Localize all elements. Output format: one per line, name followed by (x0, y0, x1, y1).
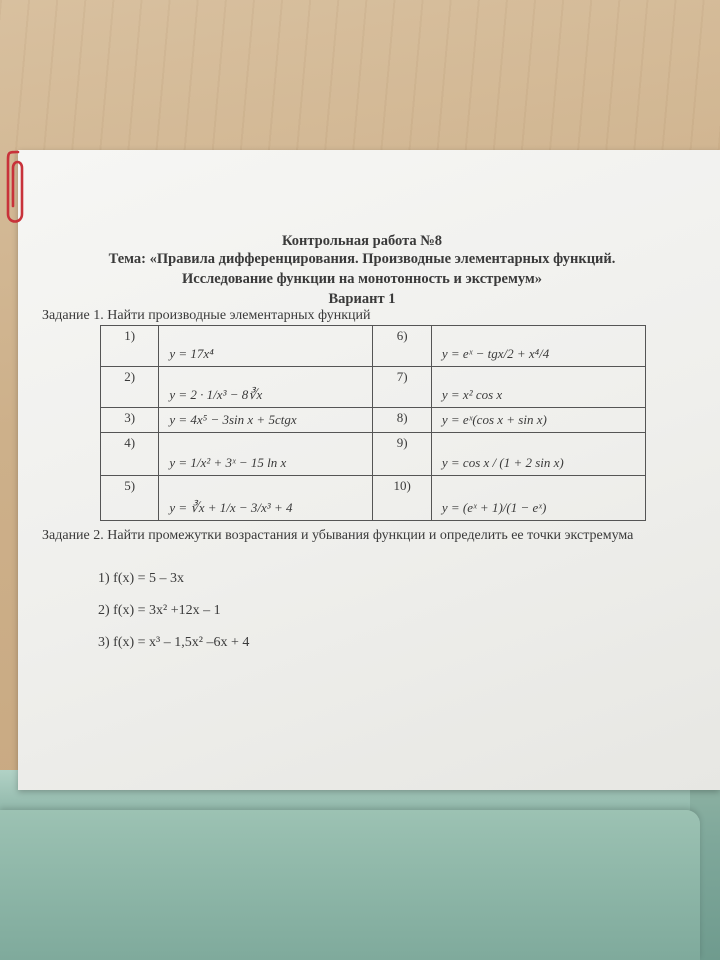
task-number: 4) (101, 433, 159, 476)
task-number: 3) (101, 408, 159, 433)
task-number: 2) (101, 367, 159, 408)
task-number: 1) (101, 326, 159, 367)
table-row (101, 326, 646, 367)
task2-item: 2) f(x) = 3x² +12x – 1 (98, 603, 221, 618)
folder-front (0, 810, 700, 960)
function-formula: y = cos x / (1 + 2 sin x) (431, 433, 645, 476)
task2-item: 1) f(x) = 5 – 3x (98, 571, 185, 586)
function-formula: y = eˣ − tgx/2 + x⁴/4 (431, 326, 645, 367)
task1-label: Задание 1. Найти производные элементарных функций (42, 308, 371, 323)
document-title: Контрольная работа №8 (281, 233, 443, 249)
table-row (101, 433, 646, 476)
task2-label: Задание 2. Найти промежутки возрастания и убывания функции и определить ее точки экстремума (42, 528, 634, 543)
paperclip-icon (4, 148, 26, 228)
task-number: 8) (373, 408, 431, 433)
function-formula: y = ∛x + 1/x − 3/x³ + 4 (159, 476, 373, 521)
function-formula: y = x² cos x (431, 367, 645, 408)
document-variant: Вариант 1 (328, 291, 396, 307)
function-formula: y = (eˣ + 1)/(1 − eˣ) (431, 476, 645, 521)
derivatives-table (100, 325, 646, 521)
task2-item: 3) f(x) = x³ – 1,5x² –6x + 4 (98, 635, 250, 650)
document-topic-line2: Исследование функции на монотонность и экстремум» (181, 271, 543, 287)
task-number: 7) (373, 367, 431, 408)
document-topic-line1: Тема: «Правила дифференцирования. Производные элементарных функций. (108, 251, 616, 267)
task-number: 10) (373, 476, 431, 521)
function-formula: y = eˣ(cos x + sin x) (431, 408, 645, 433)
table-row (101, 476, 646, 521)
task-number: 6) (373, 326, 431, 367)
table-row (101, 408, 646, 433)
table-row (101, 367, 646, 408)
task-number: 9) (373, 433, 431, 476)
task-number: 5) (101, 476, 159, 521)
function-formula: y = 17x⁴ (159, 326, 373, 367)
function-formula: y = 1/x² + 3ˣ − 15 ln x (159, 433, 373, 476)
function-formula: y = 2 · 1/x³ − 8∛x (159, 367, 373, 408)
function-formula: y = 4x⁵ − 3sin x + 5ctgx (159, 408, 373, 433)
